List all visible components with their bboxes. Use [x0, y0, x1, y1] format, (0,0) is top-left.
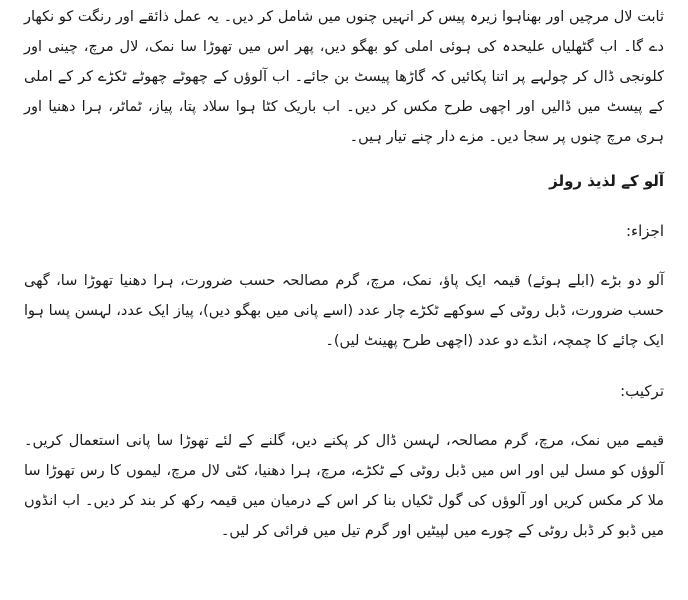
ingredients-paragraph: آلو دو بڑے (ابلے ہوئے) قیمہ ایک پاؤ، نمک، مرچ، گرم مصالحہ حسب ضرورت، ہرا دھنیا تھوڑا سا، گھی حسب ضرورت، ڈبل روٹی کے سوکھے ٹکڑے چار عدد (اسے پانی میں بھگو دیں)، پیاز ایک عدد، لہسن پسا ہوا ایک چائے کا چمچہ، انڈے دو عدد (اچھی طرح پھینٹ لیں)۔ [24, 273, 664, 349]
spacer [24, 356, 664, 376]
ingredients-label: اجزاء: [626, 222, 664, 240]
method-label: ترکیب: [620, 382, 664, 400]
spacer [24, 196, 664, 216]
spacer [24, 152, 664, 166]
method-paragraph: قیمے میں نمک، مرچ، گرم مصالحہ، لہسن ڈال کر پکنے دیں، گلنے کے لئے تھوڑا سا پانی استعمال کریں۔ آلوؤں کو مسل لیں اور اس میں ڈبل روٹی کے ٹکڑے، مرچ، ہرا دھنیا، کٹی لال مرچ، لیموں کا رس تھوڑا سا ملا کر مکس کریں اور آلوؤں کی گول ٹکیاں بنا کر اس کے درمیان میں قیمہ رکھ کر بند کر دیں۔ اب انڈوں میں ڈبو کر ڈبل روٹی کے چورے میں لپیٹیں اور گرم تیل میں فرائی کر لیں۔ [24, 433, 664, 539]
spacer [24, 406, 664, 426]
document-body [24, 2, 664, 546]
spacer [24, 246, 664, 266]
intro-paragraph: ثابت لال مرچیں اور بھناہوا زیرہ پیس کر انہیں چنوں میں شامل کر دیں۔ یہ عمل ذائقے اور رنگت کو نکھار دے گا۔ اب گٹھلیاں علیحدہ کی ہوئی املی کو بھگو دیں، پھر اس میں تھوڑا سا نمک، لال مرچ، چینی اور کلونجی ڈال کر چولہے پر اتنا پکائیں کہ گاڑھا پیسٹ بن جائے۔ اب آلوؤں کے چھوٹے چھوٹے ٹکڑے کر کے املی کے پیسٹ میں ڈالیں اور اچھی طرح مکس کر دیں۔ اب باریک کٹا ہوا سلاد پتا، پیاز، ٹماٹر، ہرا دھنیا اور ہری مرچ چنوں پر سجا دیں۔ مزے دار چنے تیار ہیں۔ [24, 9, 664, 145]
recipe-title: آلو کے لذیذ رولز [549, 172, 664, 190]
